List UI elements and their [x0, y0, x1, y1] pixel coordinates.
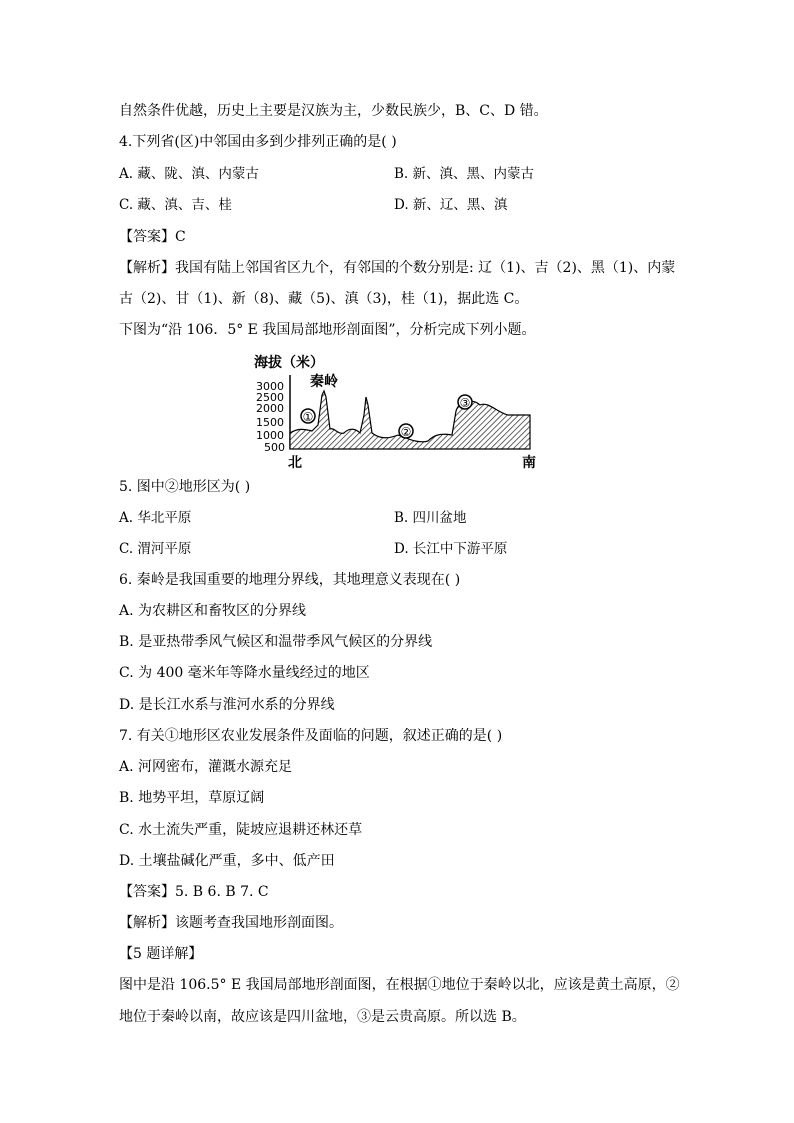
q6-option-d: D. 是长江水系与淮河水系的分界线 [119, 697, 335, 713]
explanation-4-line-1: 【解析】我国有陆上邻国省区九个，有邻国的个数分别是: 辽（1)、吉（2)、黑（1)、内蒙 [119, 260, 676, 276]
q4-option-b: B. 新、滇、黑、内蒙古 [394, 166, 535, 182]
figure-intro: 下图为“沿 106．5° E 我国局部地形剖面图”，分析完成下列小题。 [119, 322, 536, 338]
q7-option-c: C. 水土流失严重，陡坡应退耕还林还草 [119, 822, 363, 838]
qinling-label: 秦岭 [310, 374, 338, 390]
q4-option-d: D. 新、辽、黑、滇 [394, 197, 508, 213]
x-right-label: 南 [522, 455, 536, 471]
x-left-label: 北 [288, 455, 302, 471]
answer-5-7: 【答案】5. B 6. B 7. C [119, 884, 269, 900]
q6-option-b: B. 是亚热带季风气候区和温带季风气候区的分界线 [119, 634, 433, 650]
terrain-profile-svg [252, 353, 542, 471]
q5-option-c: C. 渭河平原 [119, 541, 192, 557]
answer-4: 【答案】C [119, 229, 186, 245]
q7-option-a: A. 河网密布，灌溉水源充足 [119, 759, 293, 775]
y-axis-title: 海拔（米） [254, 355, 324, 371]
y-tick-label: 1500 [256, 416, 284, 429]
q5-option-a: A. 华北平原 [119, 510, 192, 526]
q5-option-b: B. 四川盆地 [394, 510, 467, 526]
detail-heading-5: 【5 题详解】 [119, 946, 203, 962]
question-4: 4.下列省(区)中邻国由多到少排列正确的是( ) [119, 134, 397, 150]
explanation-4-line-2: 古（2)、甘（1)、新（8)、藏（5)、滇（3)，桂（1)，据此选 C。 [119, 291, 529, 307]
y-tick-label: 2500 [256, 391, 284, 404]
terrain-profile-figure [252, 353, 542, 471]
marker-3: ③ [459, 396, 471, 410]
q6-option-c: C. 为 400 毫米年等降水量线经过的地区 [119, 665, 370, 681]
detail-5-line-1: 图中是沿 106.5° E 我国局部地形剖面图，在根据①地位于秦岭以北，应该是黄土高原，② [119, 977, 680, 993]
explanation-5-7: 【解析】该题考查我国地形剖面图。 [119, 915, 343, 931]
y-tick-label: 500 [264, 441, 285, 454]
y-tick-label: 2000 [256, 402, 284, 415]
y-tick-label: 1000 [256, 429, 284, 442]
question-6: 6. 秦岭是我国重要的地理分界线，其地理意义表现在( ) [119, 572, 461, 588]
terrain-profile-shape [290, 391, 530, 449]
q4-option-a: A. 藏、陇、滇、内蒙古 [119, 166, 259, 182]
q6-option-a: A. 为农耕区和畜牧区的分界线 [119, 603, 307, 619]
y-tick-label: 3000 [256, 380, 284, 393]
q7-option-d: D. 土壤盐碱化严重，多中、低产田 [119, 853, 335, 869]
q7-option-b: B. 地势平坦，草原辽阔 [119, 790, 265, 806]
text-line: 自然条件优越，历史上主要是汉族为主，少数民族少，B、C、D 错。 [119, 103, 548, 119]
question-7: 7. 有关①地形区农业发展条件及面临的问题，叙述正确的是( ) [119, 728, 503, 744]
question-5: 5. 图中②地形区为( ) [119, 479, 251, 495]
q5-option-d: D. 长江中下游平原 [394, 541, 508, 557]
detail-5-line-2: 地位于秦岭以南，故应该是四川盆地，③是云贵高原。所以选 B。 [119, 1009, 526, 1025]
marker-2: ② [400, 425, 412, 439]
q4-option-c: C. 藏、滇、吉、桂 [119, 197, 232, 213]
marker-1: ① [302, 410, 314, 424]
